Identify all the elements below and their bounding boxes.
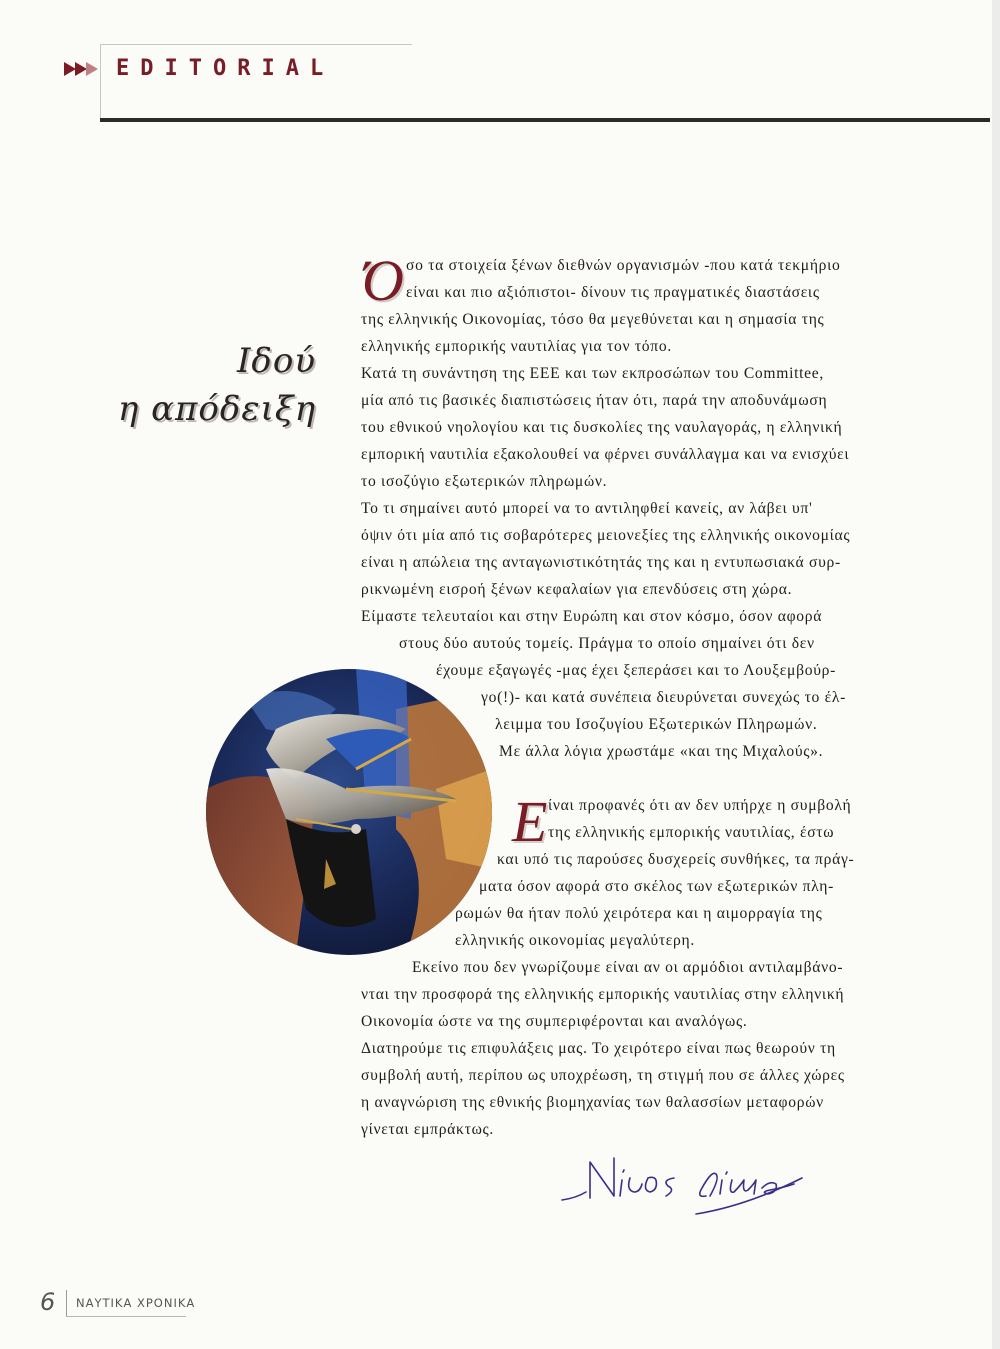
article-line: το ισοζύγιο εξωτερικών πληρωμών. xyxy=(361,473,608,490)
article-line: η αναγνώριση της εθνικής βιομηχανίας των θαλασσίων μεταφορών xyxy=(361,1094,824,1111)
section-arrows-icon xyxy=(64,62,97,76)
header-rule xyxy=(100,118,990,122)
section-label: EDITORIAL xyxy=(116,56,335,81)
article-line: Οικονομία ώστε να της συμπεριφέρονται και αναλόγως. xyxy=(361,1013,748,1030)
article-line: ματα όσον αφορά στο σκέλος των εξωτερικών πλη- xyxy=(479,878,835,895)
article-line: στους δύο αυτούς τομείς. Πράγμα το οποίο σημαίνει ότι δεν xyxy=(399,635,815,652)
article-line: ελληνικής οικονομίας μεγαλύτερη. xyxy=(455,932,695,949)
article-line: μία από τις βασικές διαπιστώσεις ήταν ότι, παρά την αποδυνάμωση xyxy=(361,392,828,409)
article-line: όψιν ότι μία από τις σοβαρότερες μειονεξίες της ελληνικής οικονομίας xyxy=(361,527,851,544)
article-line: νται την προσφορά της ελληνικής εμπορικής ναυτιλίας στην ελληνική xyxy=(361,986,845,1003)
article-line: συμβολή αυτή, περίπου ως υποχρέωση, τη στιγμή που σε άλλες χώρες xyxy=(361,1067,845,1084)
article-line: είναι η απώλεια της ανταγωνιστικότητάς της και η εντυπωσιακά συρ- xyxy=(361,554,841,571)
signature xyxy=(556,1140,816,1230)
article-line: της ελληνικής εμπορικής ναυτιλίας, έστω xyxy=(548,824,835,841)
article-line: ρωμών θα ήταν πολύ χειρότερα και η αιμορραγία της xyxy=(455,905,823,922)
article-line: Το τι σημαίνει αυτό μπορεί να το αντιληφθεί κανείς, αν λάβει υπ' xyxy=(361,500,813,517)
article-line: Κατά τη συνάντηση της ΕΕΕ και των εκπροσώπων του Committee, xyxy=(361,365,825,382)
article-line: γίνεται εμπράκτως. xyxy=(361,1121,495,1138)
article-line: σο τα στοιχεία ξένων διεθνών οργανισμών -που κατά τεκμήριο xyxy=(406,257,841,274)
article-line: ίναι προφανές ότι αν δεν υπήρχε η συμβολή xyxy=(548,797,852,814)
magazine-name: ΝΑΥΤΙΚΑ ΧΡΟΝΙΚΑ xyxy=(76,1296,196,1310)
dropcap-2: Ε xyxy=(512,789,548,854)
article-title-line-2: η απόδειξη xyxy=(117,389,316,429)
page-number: 6 xyxy=(40,1288,56,1316)
article-line: Εκείνο που δεν γνωρίζουμε είναι αν οι αρμόδιοι αντιλαμβάνο- xyxy=(412,959,844,976)
article-title xyxy=(118,337,316,433)
article-line: έχουμε εξαγωγές -μας έχει ξεπεράσει και το Λουξεμβούρ- xyxy=(436,662,837,679)
article-line: γο(!)- και κατά συνέπεια διευρύνεται συνεχώς το έλ- xyxy=(481,689,847,706)
header-vertical-rule xyxy=(100,44,101,122)
article-line: Με άλλα λόγια χρωστάμε «και της Μιχαλούς». xyxy=(499,743,824,760)
footer-rule xyxy=(66,1316,186,1317)
page-edge xyxy=(992,0,1000,1349)
article-line: της ελληνικής Οικονομίας, τόσο θα μεγεθύνεται και η σημασία της xyxy=(361,311,825,328)
artwork-image xyxy=(206,669,492,955)
article-line: του εθνικού νηολογίου και τις δυσκολίες της ναυλαγοράς, η ελληνική xyxy=(361,419,843,436)
article-line: Διατηρούμε τις επιφυλάξεις μας. Το χειρότερο είναι πως θεωρούν τη xyxy=(361,1040,836,1057)
article-line: Είμαστε τελευταίοι και στην Ευρώπη και στον κόσμο, όσον αφορά xyxy=(361,608,823,625)
article-line: λειμμα του Ισοζυγίου Εξωτερικών Πληρωμών. xyxy=(495,716,818,733)
footer-vertical-rule xyxy=(66,1290,67,1316)
header-top-rule xyxy=(100,44,412,45)
article-title-line-1: Ιδού xyxy=(236,341,316,381)
article-line: εμπορική ναυτιλία εξακολουθεί να φέρνει συνάλλαγμα και να ενισχύει xyxy=(361,446,850,463)
article-line: και υπό τις παρούσες δυσχερείς συνθήκες, τα πράγ- xyxy=(497,851,855,868)
dropcap-1: Ό xyxy=(362,248,404,313)
article-line: είναι και πιο αξιόπιστοι- δίνουν τις πραγματικές διαστάσεις xyxy=(406,284,820,301)
article-line: ελληνικής εμπορικής ναυτιλίας για τον τόπο. xyxy=(361,338,672,355)
article-line: ρικνωμένη εισροή ξένων κεφαλαίων για επενδύσεις στη χώρα. xyxy=(361,581,793,598)
